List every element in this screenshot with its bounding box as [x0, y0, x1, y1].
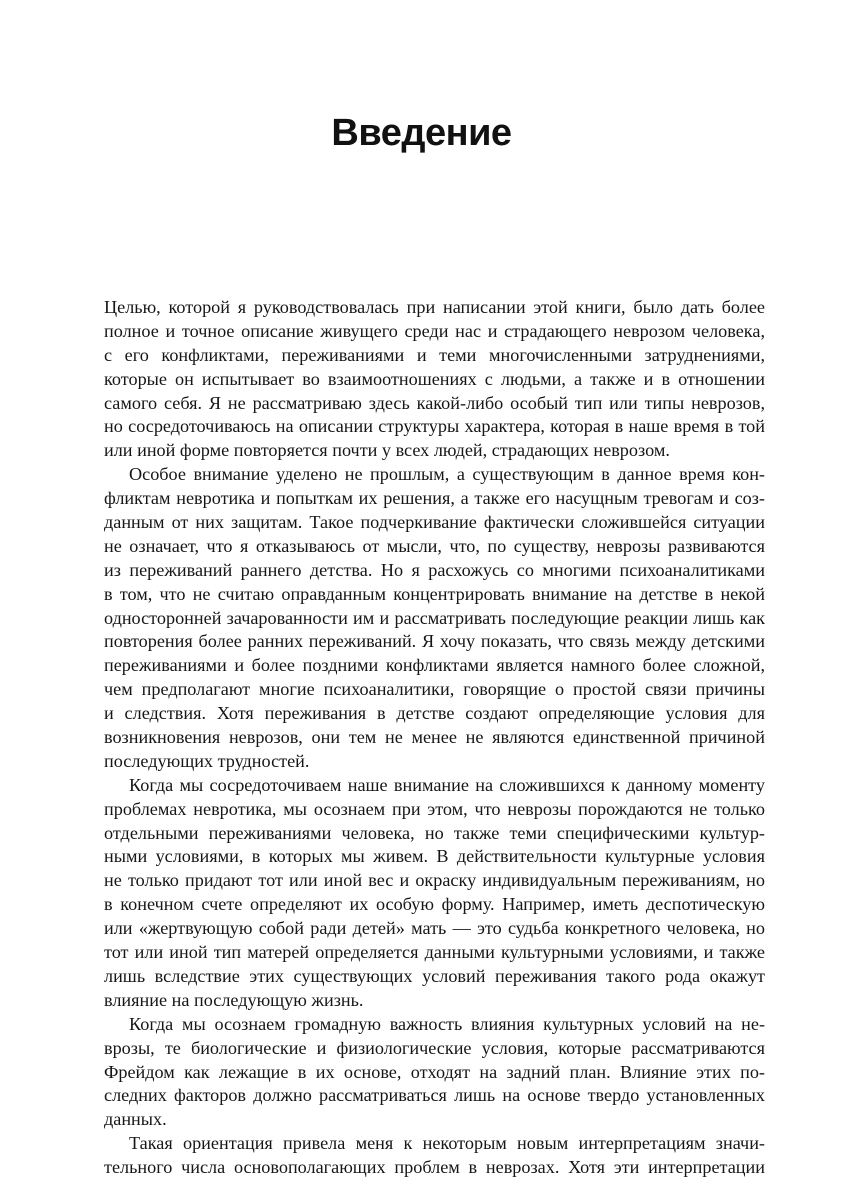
text-line: но сосредоточиваюсь на описании структуры характера, которая в наше время в той [104, 416, 765, 437]
text-line: с его конфликтами, переживаниями и теми многочисленными затруднениями, [104, 344, 765, 365]
text-line: из переживаний раннего детства. Но я расхожусь со многими психоаналитиками [104, 559, 765, 580]
text-line: отдельными переживаниями человека, но также теми специфическими культур- [104, 822, 765, 843]
text-line: следних факторов должно рассматриваться лишь на основе твердо установленных [104, 1085, 765, 1106]
text-line: лишь вследствие этих существующих условий переживания такого рода окажут [104, 965, 765, 986]
text-line: не только придают тот или иной вес и окраску индивидуальным переживаниям, но [104, 870, 765, 891]
text-line: фликтам невротика и попыткам их решения, а также его насущным тревогам и соз- [104, 488, 765, 509]
text-line: Целью, которой я руководствовалась при написании этой книги, было дать более [104, 297, 765, 317]
text-line: в конечном счете определяют их особую форму. Например, иметь деспотическую [104, 894, 765, 915]
text-line: которые он испытывает во взаимоотношениях с людьми, а также и в отношении [104, 368, 765, 389]
text-line: не означает, что я отказываюсь от мысли, что, по существу, неврозы развиваются [104, 535, 765, 556]
text-line: Когда мы осознаем громадную важность влияния культурных условий на не- [129, 1013, 765, 1034]
text-line: Фрейдом как лежащие в их основе, отходят на задний план. Влияние этих по- [104, 1061, 765, 1082]
text-line: или иной форме повторяется почти у всех людей, страдающих неврозом. [104, 440, 670, 461]
text-line: односторонней зачарованности им и рассматривать последующие реакции лишь как [104, 607, 765, 628]
text-line: и следствия. Хотя переживания в детстве создают определяющие условия для [104, 703, 765, 724]
text-line: полное и точное описание живущего среди нас и страдающего неврозом человека, [104, 320, 765, 341]
text-line: чем предполагают многие психоаналитики, говорящие о простой связи причины [104, 679, 765, 700]
text-line: в том, что не считаю оправданным концентрировать внимание на детстве в некой [104, 583, 765, 604]
text-line: Такая ориентация привела меня к некоторым новым интерпретациям значи- [129, 1133, 765, 1154]
text-line: данных. [104, 1109, 167, 1130]
text-line: Особое внимание уделено не прошлым, а существующим в данное время кон- [129, 464, 765, 485]
text-line: влияние на последующую жизнь. [104, 989, 364, 1010]
text-line: проблемах невротика, мы осознаем при этом, что неврозы порождаются не только [104, 798, 765, 819]
text-line: тельного числа основополагающих проблем в неврозах. Хотя эти интерпретации [104, 1157, 765, 1178]
text-line: тот или иной тип матерей определяется данными культурными условиями, и также [104, 942, 765, 963]
text-line: или «жертвующую собой ради детей» мать — это судьба конкретного человека, но [104, 918, 765, 939]
text-line: Когда мы сосредоточиваем наше внимание на сложившихся к данному моменту [129, 774, 765, 795]
text-line: самого себя. Я не рассматриваю здесь какой-либо особый тип или типы неврозов, [104, 392, 765, 413]
chapter-title: Введение [331, 112, 512, 154]
text-line: повторения более ранних переживаний. Я хочу показать, что связь между детскими [104, 631, 765, 652]
text-line: возникновения неврозов, они тем не менее не являются единственной причиной [104, 727, 765, 748]
text-line: последующих трудностей. [104, 750, 310, 771]
text-line: врозы, те биологические и физиологические условия, которые рассматриваются [104, 1037, 765, 1058]
body-text [104, 296, 765, 1180]
text-line: ными условиями, в которых мы живем. В действительности культурные условия [104, 846, 765, 867]
text-line: данным от них защитам. Такое подчеркивание фактически сложившейся ситуации [104, 512, 765, 533]
text-line: переживаниями и более поздними конфликтами является намного более сложной, [104, 655, 765, 676]
